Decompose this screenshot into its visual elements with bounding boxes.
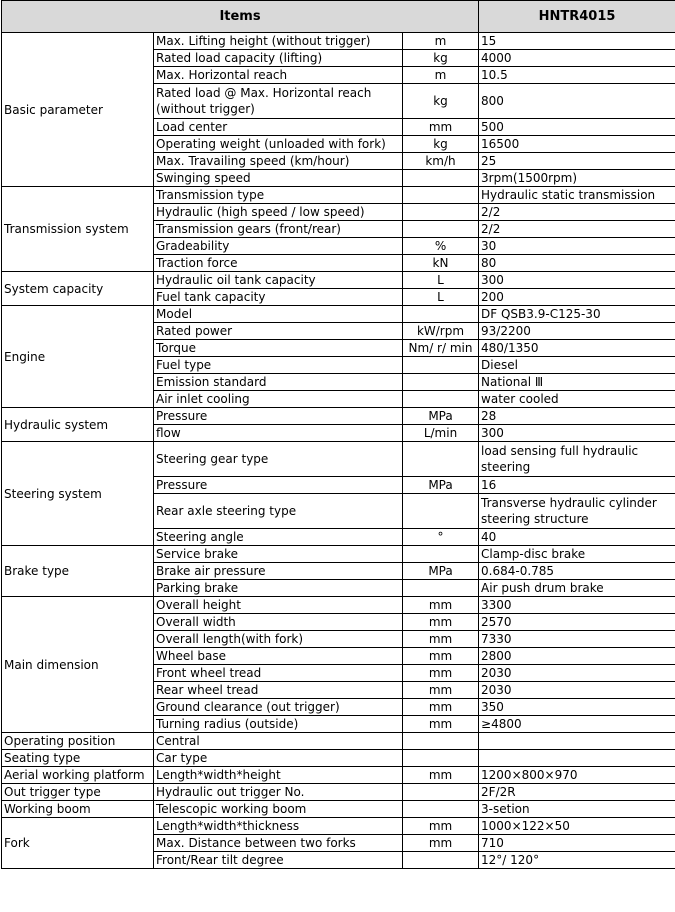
item-cell: Pressure bbox=[154, 477, 403, 494]
unit-cell bbox=[403, 391, 479, 408]
table-row bbox=[2, 818, 675, 835]
unit-cell bbox=[403, 170, 479, 187]
value-cell: 710 bbox=[479, 835, 675, 852]
item-cell: Model bbox=[154, 306, 403, 323]
item-cell: Steering gear type bbox=[154, 442, 403, 477]
item-cell: Rear wheel tread bbox=[154, 682, 403, 699]
unit-cell: mm bbox=[403, 119, 479, 136]
unit-cell: kg bbox=[403, 136, 479, 153]
item-cell: flow bbox=[154, 425, 403, 442]
table-row bbox=[2, 733, 675, 750]
unit-cell bbox=[403, 357, 479, 374]
value-cell: Air push drum brake bbox=[479, 580, 675, 597]
unit-cell: Nm/ r/ min bbox=[403, 340, 479, 357]
item-cell: Parking brake bbox=[154, 580, 403, 597]
value-cell: 2030 bbox=[479, 682, 675, 699]
unit-cell bbox=[403, 494, 479, 529]
unit-cell bbox=[403, 750, 479, 767]
value-cell: 12°/ 120° bbox=[479, 852, 675, 869]
unit-cell: mm bbox=[403, 631, 479, 648]
unit-cell: mm bbox=[403, 699, 479, 716]
item-cell: Max. Horizontal reach bbox=[154, 67, 403, 84]
unit-cell: ° bbox=[403, 529, 479, 546]
table-row bbox=[2, 597, 675, 614]
item-cell: Rear axle steering type bbox=[154, 494, 403, 529]
unit-cell: L/min bbox=[403, 425, 479, 442]
item-cell: Overall height bbox=[154, 597, 403, 614]
value-cell: 16 bbox=[479, 477, 675, 494]
unit-cell: % bbox=[403, 238, 479, 255]
value-cell: 300 bbox=[479, 272, 675, 289]
value-cell: 3-setion bbox=[479, 801, 675, 818]
category-cell: Hydraulic system bbox=[2, 408, 154, 442]
value-cell bbox=[479, 733, 675, 750]
value-cell: 3rpm(1500rpm) bbox=[479, 170, 675, 187]
value-cell: 25 bbox=[479, 153, 675, 170]
item-cell: Torque bbox=[154, 340, 403, 357]
value-cell: Transverse hydraulic cylinder steering structure bbox=[479, 494, 675, 529]
item-cell: Turning radius (outside) bbox=[154, 716, 403, 733]
item-cell: Hydraulic oil tank capacity bbox=[154, 272, 403, 289]
item-cell: Length*width*thickness bbox=[154, 818, 403, 835]
category-cell: Steering system bbox=[2, 442, 154, 546]
item-cell: Load center bbox=[154, 119, 403, 136]
value-cell: 80 bbox=[479, 255, 675, 272]
item-cell: Front/Rear tilt degree bbox=[154, 852, 403, 869]
table-row bbox=[2, 750, 675, 767]
unit-cell bbox=[403, 733, 479, 750]
table-row bbox=[2, 187, 675, 204]
value-cell: 200 bbox=[479, 289, 675, 306]
item-cell: Wheel base bbox=[154, 648, 403, 665]
item-cell: Steering angle bbox=[154, 529, 403, 546]
value-cell: 10.5 bbox=[479, 67, 675, 84]
table-row bbox=[2, 767, 675, 784]
item-cell: Rated load @ Max. Horizontal reach (without trigger) bbox=[154, 84, 403, 119]
category-cell: Working boom bbox=[2, 801, 154, 818]
item-cell: Air inlet cooling bbox=[154, 391, 403, 408]
item-cell: Fuel type bbox=[154, 357, 403, 374]
category-cell: Engine bbox=[2, 306, 154, 408]
value-cell: 800 bbox=[479, 84, 675, 119]
category-cell: Operating position bbox=[2, 733, 154, 750]
value-cell: 2/2 bbox=[479, 204, 675, 221]
item-cell: Max. Travailing speed (km/hour) bbox=[154, 153, 403, 170]
unit-cell bbox=[403, 374, 479, 391]
item-cell: Fuel tank capacity bbox=[154, 289, 403, 306]
unit-cell bbox=[403, 546, 479, 563]
unit-cell bbox=[403, 580, 479, 597]
value-cell: 16500 bbox=[479, 136, 675, 153]
unit-cell: L bbox=[403, 272, 479, 289]
item-cell: Transmission gears (front/rear) bbox=[154, 221, 403, 238]
unit-cell: MPa bbox=[403, 477, 479, 494]
item-cell: Overall length(with fork) bbox=[154, 631, 403, 648]
category-cell: Aerial working platform bbox=[2, 767, 154, 784]
unit-cell: kg bbox=[403, 50, 479, 67]
table-row bbox=[2, 272, 675, 289]
value-cell: Diesel bbox=[479, 357, 675, 374]
unit-cell: mm bbox=[403, 716, 479, 733]
item-cell: Front wheel tread bbox=[154, 665, 403, 682]
unit-cell: kN bbox=[403, 255, 479, 272]
table-row bbox=[2, 784, 675, 801]
item-cell: Emission standard bbox=[154, 374, 403, 391]
table-row bbox=[2, 801, 675, 818]
value-cell: 2570 bbox=[479, 614, 675, 631]
unit-cell: mm bbox=[403, 648, 479, 665]
item-cell: Pressure bbox=[154, 408, 403, 425]
unit-cell bbox=[403, 442, 479, 477]
value-cell: DF QSB3.9-C125-30 bbox=[479, 306, 675, 323]
category-cell: Seating type bbox=[2, 750, 154, 767]
category-cell: Fork bbox=[2, 818, 154, 869]
value-cell: 2800 bbox=[479, 648, 675, 665]
table-row bbox=[2, 442, 675, 477]
item-cell: Brake air pressure bbox=[154, 563, 403, 580]
value-cell: 28 bbox=[479, 408, 675, 425]
unit-cell bbox=[403, 852, 479, 869]
value-cell: 2/2 bbox=[479, 221, 675, 238]
unit-cell: kg bbox=[403, 84, 479, 119]
unit-cell: mm bbox=[403, 682, 479, 699]
unit-cell: mm bbox=[403, 767, 479, 784]
value-cell: water cooled bbox=[479, 391, 675, 408]
item-cell: Swinging speed bbox=[154, 170, 403, 187]
unit-cell: mm bbox=[403, 818, 479, 835]
table-row bbox=[2, 33, 675, 50]
item-cell: Telescopic working boom bbox=[154, 801, 403, 818]
item-cell: Car type bbox=[154, 750, 403, 767]
category-cell: Main dimension bbox=[2, 597, 154, 733]
item-cell: Hydraulic out trigger No. bbox=[154, 784, 403, 801]
unit-cell: mm bbox=[403, 597, 479, 614]
unit-cell bbox=[403, 187, 479, 204]
item-cell: Length*width*height bbox=[154, 767, 403, 784]
item-cell: Max. Distance between two forks bbox=[154, 835, 403, 852]
value-cell: 500 bbox=[479, 119, 675, 136]
unit-cell: km/h bbox=[403, 153, 479, 170]
category-cell: System capacity bbox=[2, 272, 154, 306]
value-cell: 93/2200 bbox=[479, 323, 675, 340]
category-cell: Transmission system bbox=[2, 187, 154, 272]
item-cell: Operating weight (unloaded with fork) bbox=[154, 136, 403, 153]
item-cell: Overall width bbox=[154, 614, 403, 631]
header-model: HNTR4015 bbox=[479, 1, 675, 33]
value-cell: 2F/2R bbox=[479, 784, 675, 801]
item-cell: Service brake bbox=[154, 546, 403, 563]
unit-cell bbox=[403, 306, 479, 323]
value-cell: National Ⅲ bbox=[479, 374, 675, 391]
value-cell: 0.684-0.785 bbox=[479, 563, 675, 580]
value-cell: 1000×122×50 bbox=[479, 818, 675, 835]
unit-cell bbox=[403, 784, 479, 801]
value-cell: 1200×800×970 bbox=[479, 767, 675, 784]
value-cell: 4000 bbox=[479, 50, 675, 67]
value-cell: 7330 bbox=[479, 631, 675, 648]
item-cell: Central bbox=[154, 733, 403, 750]
item-cell: Transmission type bbox=[154, 187, 403, 204]
item-cell: Rated power bbox=[154, 323, 403, 340]
spec-table bbox=[1, 0, 675, 869]
unit-cell: mm bbox=[403, 835, 479, 852]
category-cell: Basic parameter bbox=[2, 33, 154, 187]
table-row bbox=[2, 408, 675, 425]
value-cell bbox=[479, 750, 675, 767]
value-cell: 2030 bbox=[479, 665, 675, 682]
value-cell: 15 bbox=[479, 33, 675, 50]
value-cell: Hydraulic static transmission bbox=[479, 187, 675, 204]
item-cell: Max. Lifting height (without trigger) bbox=[154, 33, 403, 50]
item-cell: Traction force bbox=[154, 255, 403, 272]
value-cell: 40 bbox=[479, 529, 675, 546]
spec-body bbox=[2, 33, 675, 869]
header-items: Items bbox=[2, 1, 479, 33]
category-cell: Brake type bbox=[2, 546, 154, 597]
item-cell: Ground clearance (out trigger) bbox=[154, 699, 403, 716]
unit-cell: L bbox=[403, 289, 479, 306]
unit-cell: MPa bbox=[403, 408, 479, 425]
value-cell: ≥4800 bbox=[479, 716, 675, 733]
unit-cell bbox=[403, 221, 479, 238]
unit-cell: m bbox=[403, 67, 479, 84]
item-cell: Gradeability bbox=[154, 238, 403, 255]
unit-cell: mm bbox=[403, 665, 479, 682]
item-cell: Rated load capacity (lifting) bbox=[154, 50, 403, 67]
item-cell: Hydraulic (high speed / low speed) bbox=[154, 204, 403, 221]
unit-cell: kW/rpm bbox=[403, 323, 479, 340]
category-cell: Out trigger type bbox=[2, 784, 154, 801]
value-cell: 3300 bbox=[479, 597, 675, 614]
table-row bbox=[2, 306, 675, 323]
unit-cell bbox=[403, 204, 479, 221]
value-cell: 480/1350 bbox=[479, 340, 675, 357]
table-row bbox=[2, 546, 675, 563]
unit-cell bbox=[403, 801, 479, 818]
value-cell: 300 bbox=[479, 425, 675, 442]
unit-cell: mm bbox=[403, 614, 479, 631]
value-cell: Clamp-disc brake bbox=[479, 546, 675, 563]
unit-cell: MPa bbox=[403, 563, 479, 580]
unit-cell: m bbox=[403, 33, 479, 50]
value-cell: load sensing full hydraulic steering bbox=[479, 442, 675, 477]
value-cell: 350 bbox=[479, 699, 675, 716]
value-cell: 30 bbox=[479, 238, 675, 255]
header-row bbox=[2, 1, 675, 33]
